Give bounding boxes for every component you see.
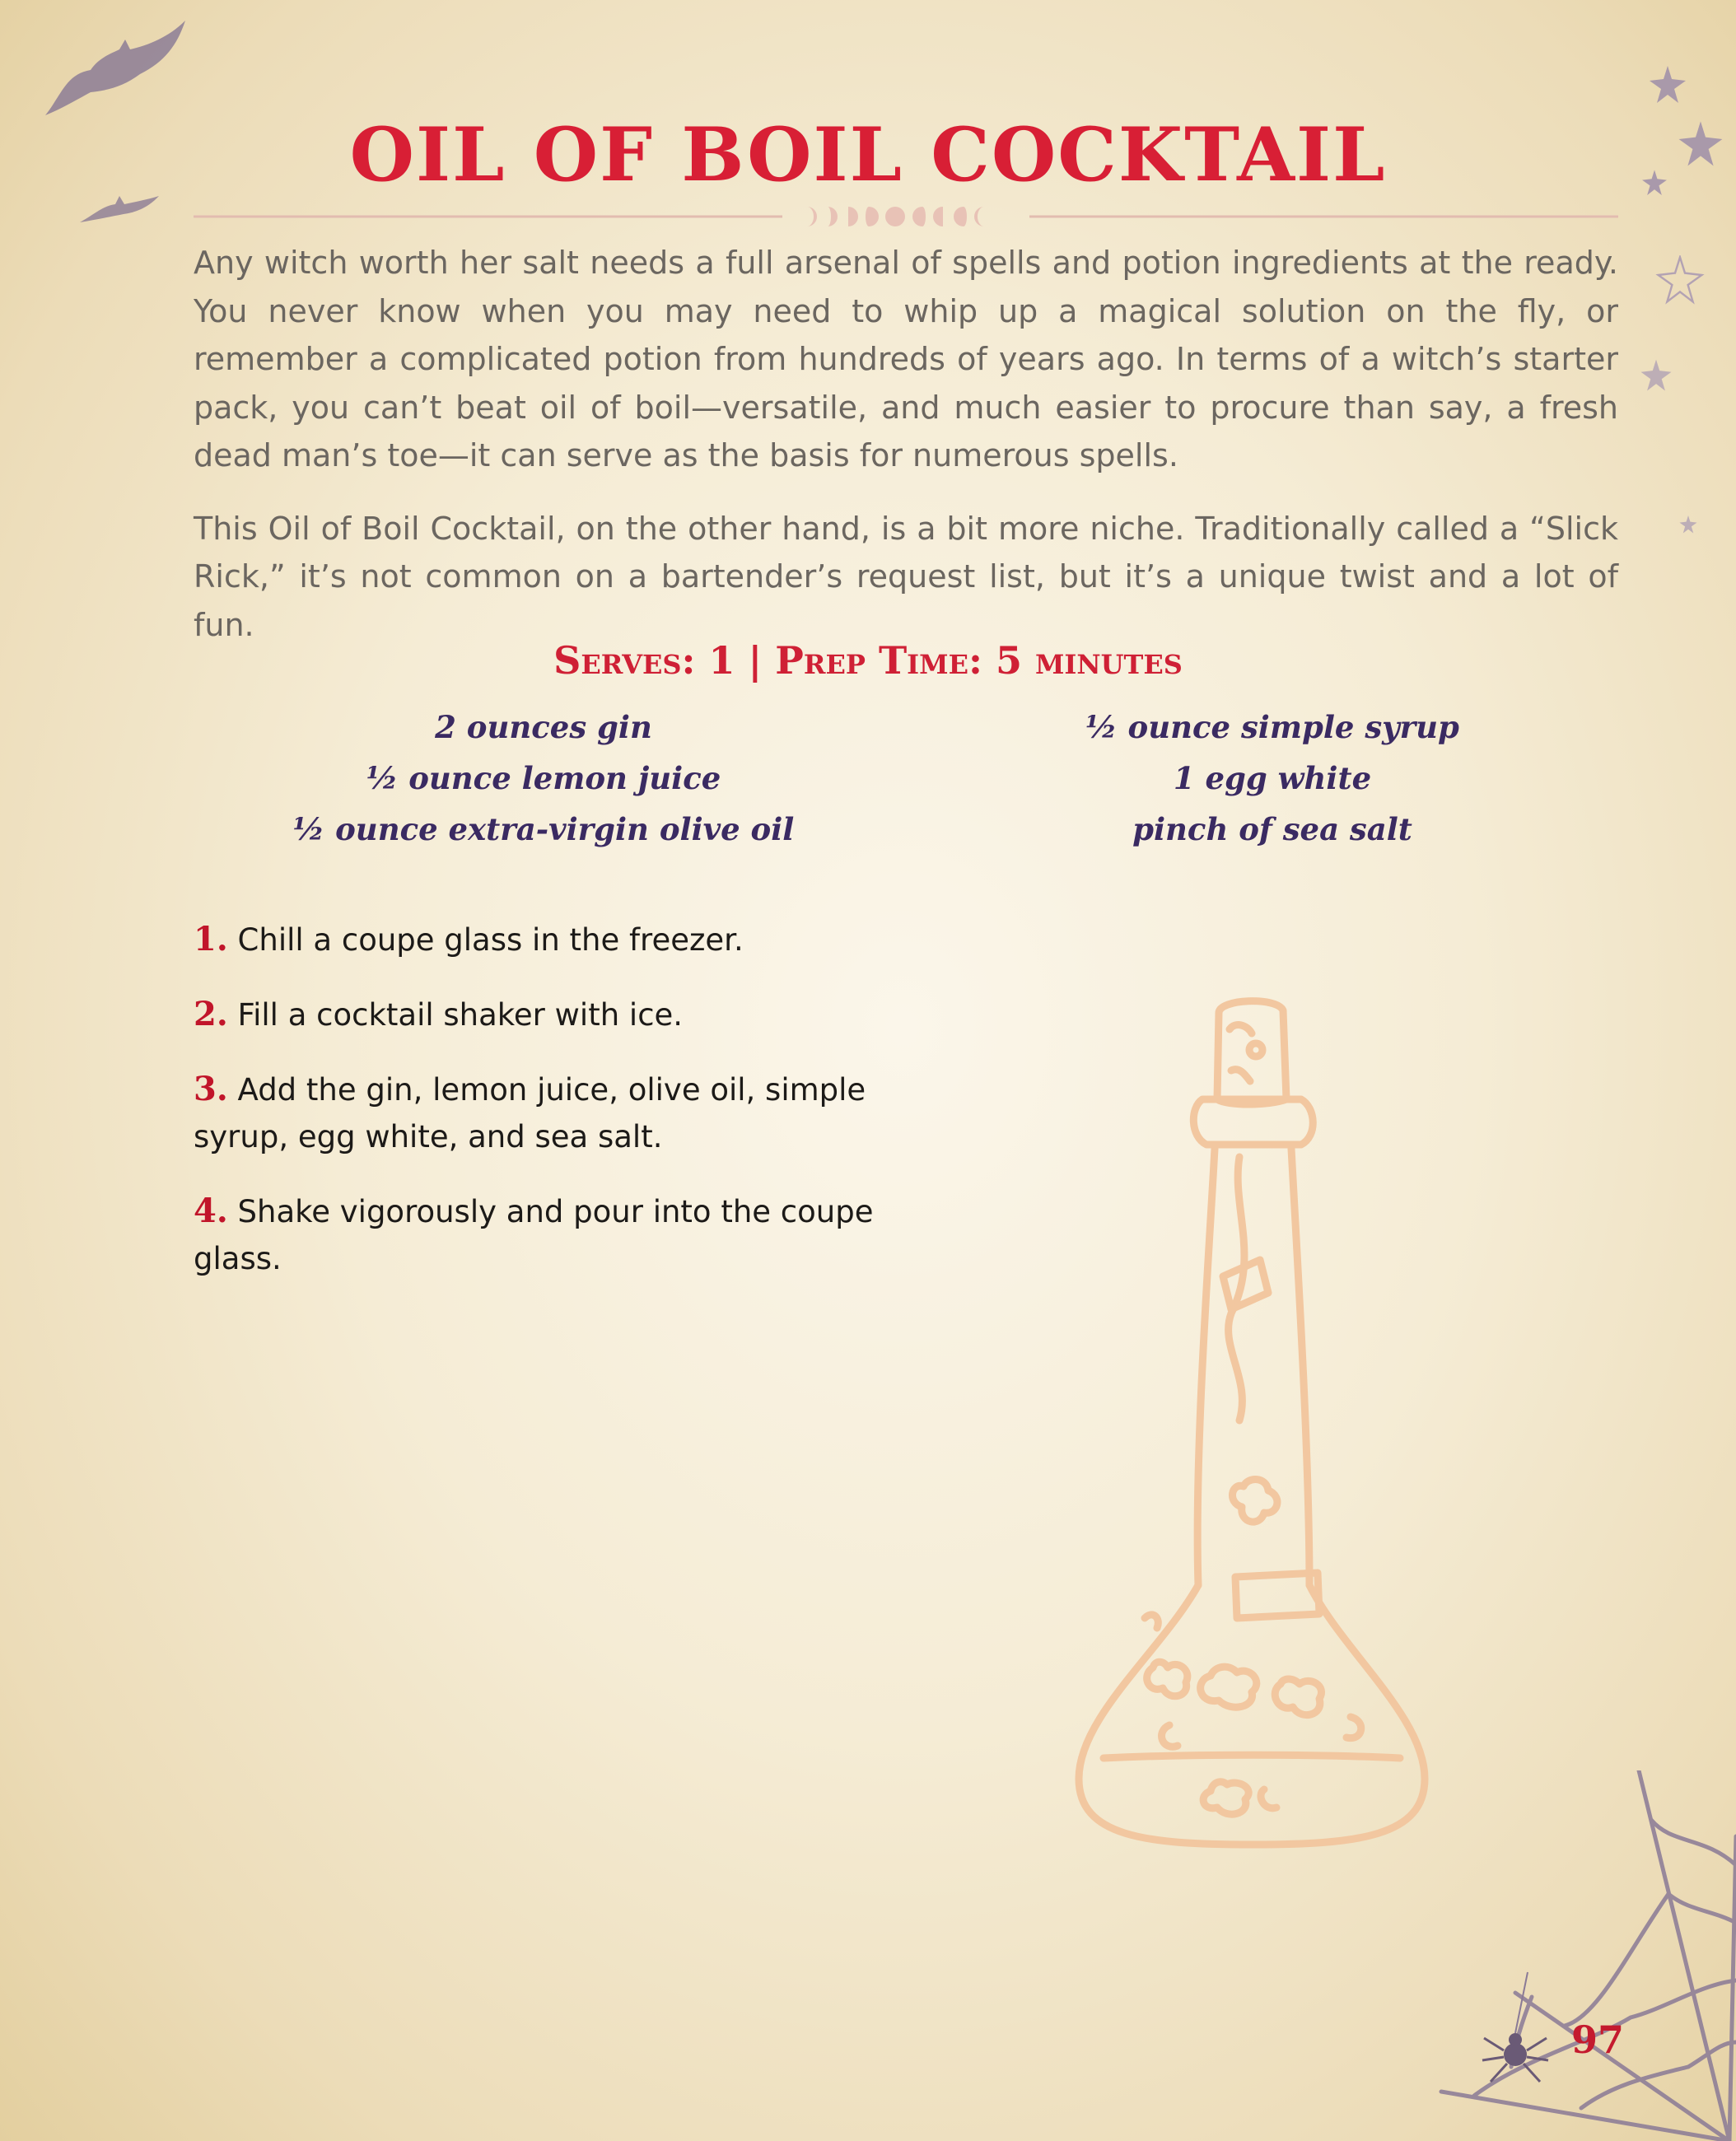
step-text: Shake vigorously and pour into the coupe glass.: [194, 1194, 874, 1276]
star-icon: [1678, 515, 1698, 534]
ingredient-item: ½ ounce extra-virgin olive oil: [292, 811, 795, 847]
potion-bottle-illustration: [1062, 992, 1441, 1849]
page-number: 97: [1571, 2017, 1625, 2062]
spider-icon: [1482, 1972, 1548, 2082]
spiderweb-icon: [1392, 1770, 1736, 2141]
star-icon: [1639, 358, 1673, 393]
instruction-step: [194, 1187, 902, 1282]
star-icon: [1647, 64, 1688, 105]
step-number: 1.: [194, 920, 228, 959]
page-title: OIL OF BOIL COCKTAIL: [349, 111, 1387, 198]
moon-phases-icon: [194, 204, 1618, 229]
intro-paragraph: This Oil of Boil Cocktail, on the other hand, is a bit more niche. Traditionally called a “Slick Rick,” it’s not common on a bartender’s request list, but it’s a unique twist and a lot of fun.: [194, 510, 1618, 643]
instruction-step: [194, 1066, 902, 1160]
step-text: Fill a cocktail shaker with ice.: [237, 997, 684, 1033]
step-number: 2.: [194, 995, 228, 1033]
intro-paragraph: Any witch worth her salt needs a full arsenal of spells and potion ingredients at the ready. You never know when you may need to whip up a magical solution on the fly, or remember a complicated potion from hundreds of years ago. In terms of a witch’s starter pack, you can’t beat oil of boil—versatile, and much easier to procure than say, a fresh dead man’s toe—it can serve as the basis for numerous spells.: [194, 245, 1618, 473]
ingredient-item: pinch of sea salt: [1132, 811, 1412, 847]
ingredient-item: ½ ounce simple syrup: [1085, 709, 1459, 745]
intro-text: [194, 239, 1618, 674]
step-text: Chill a coupe glass in the freezer.: [237, 922, 744, 958]
ingredient-item: 1 egg white: [1173, 760, 1372, 796]
instructions-list: [194, 916, 902, 1309]
instruction-step: [194, 916, 902, 963]
step-text: Add the gin, lemon juice, olive oil, simple syrup, egg white, and sea salt.: [194, 1072, 866, 1154]
ingredient-item: ½ ounce lemon juice: [366, 760, 721, 796]
step-number: 3.: [194, 1070, 228, 1108]
ingredient-item: 2 ounces gin: [435, 709, 652, 745]
bat-icon: [33, 16, 198, 124]
star-icon: [1655, 255, 1705, 305]
ingredients-right-column: [951, 702, 1594, 855]
serves-prep-line: Serves: 1 | Prep Time: 5 minutes: [553, 638, 1183, 683]
ingredients-left-column: [222, 702, 865, 855]
instruction-step: [194, 991, 902, 1038]
step-number: 4.: [194, 1192, 228, 1230]
